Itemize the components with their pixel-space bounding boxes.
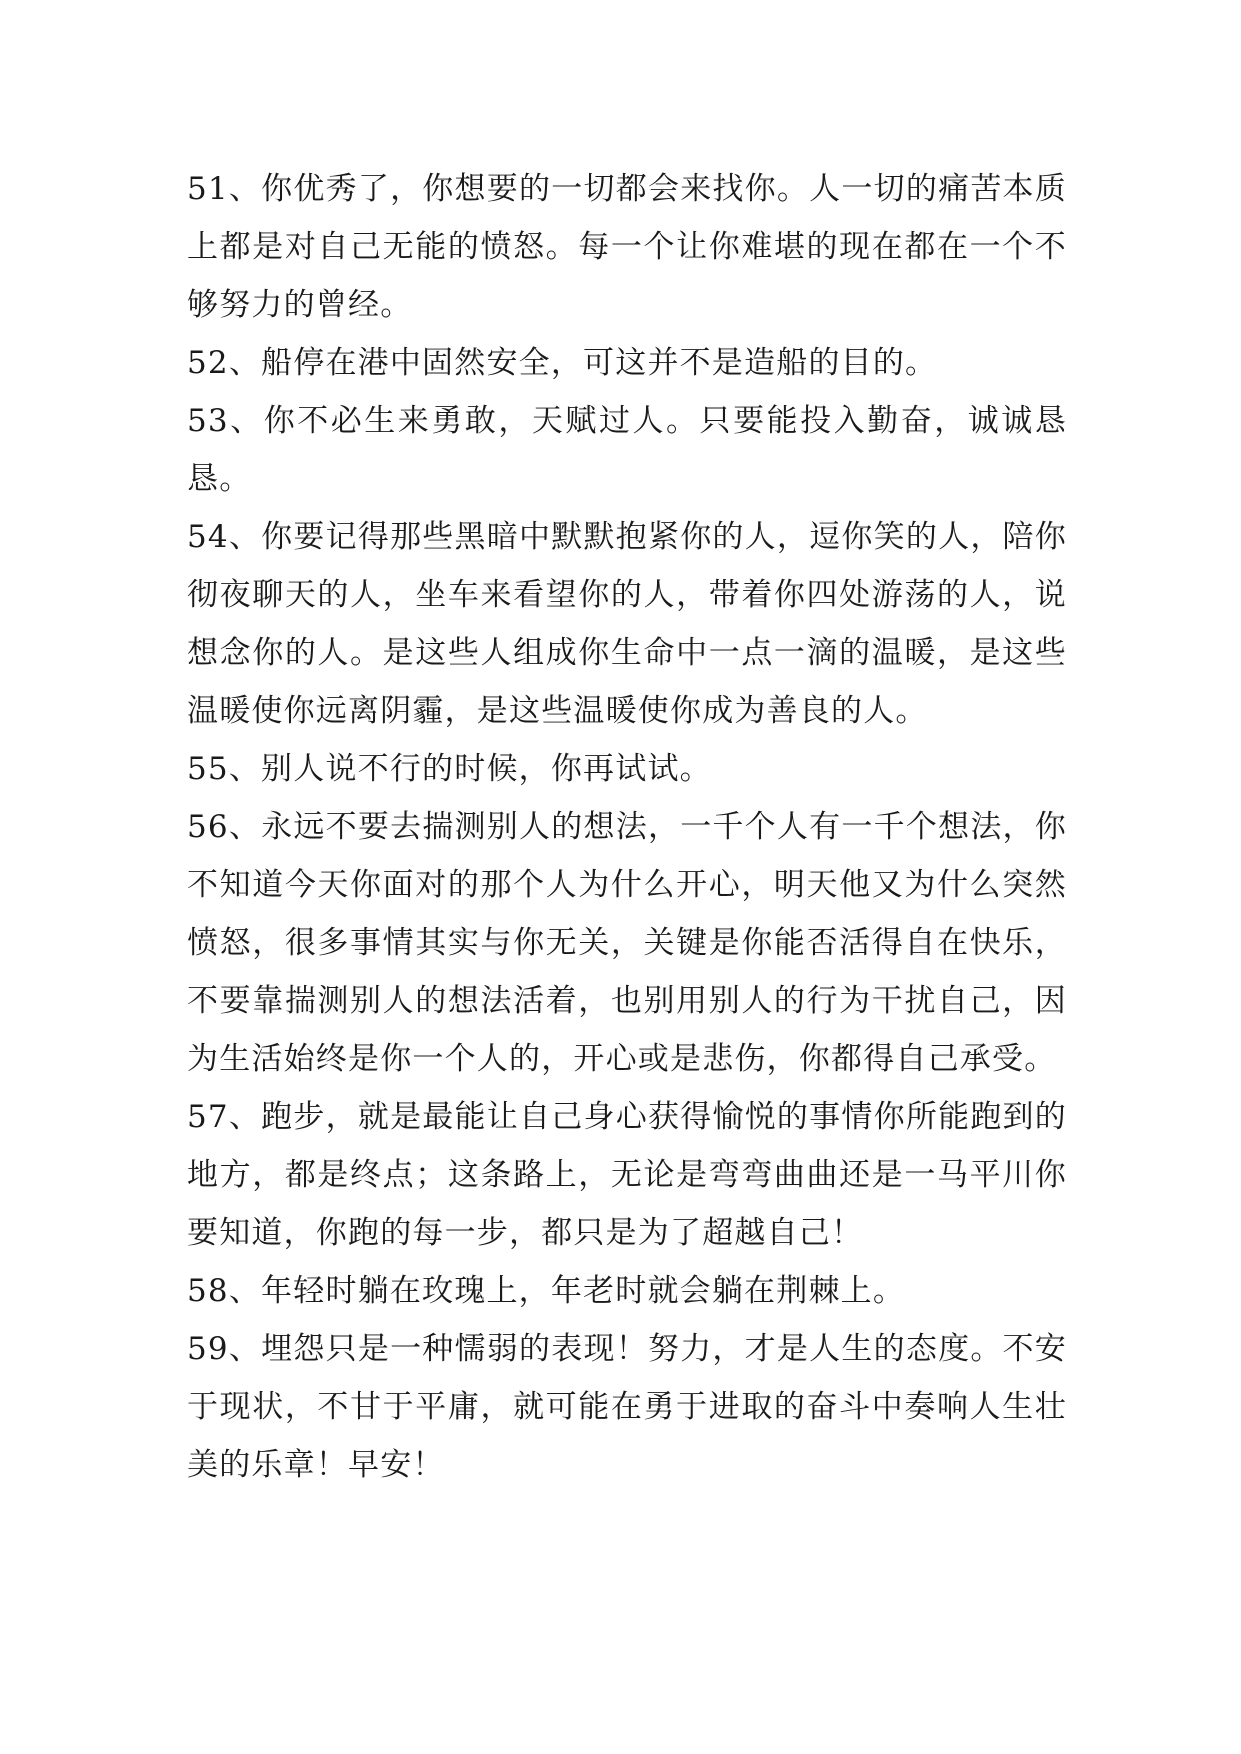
paragraph-54: 54、你要记得那些黑暗中默默抱紧你的人，逗你笑的人，陪你彻夜聊天的人，坐车来看望你的人，带着你四处游荡的人，说想念你的人。是这些人组成你生命中一点一滴的温暖，是这些温暖使你远离阴霾，是这些温暖使你成为善良的人。 xyxy=(187,519,1067,729)
paragraph-53: 53、你不必生来勇敢，天赋过人。只要能投入勤奋，诚诚恳恳。 xyxy=(187,403,1067,497)
paragraph-59: 59、埋怨只是一种懦弱的表现！努力，才是人生的态度。不安于现状，不甘于平庸，就可能在勇于进取的奋斗中奏响人生壮美的乐章！早安！ xyxy=(187,1331,1067,1483)
paragraph-51: 51、你优秀了，你想要的一切都会来找你。人一切的痛苦本质上都是对自己无能的愤怒。每一个让你难堪的现在都在一个不够努力的曾经。 xyxy=(187,171,1067,323)
paragraph-52: 52、船停在港中固然安全，可这并不是造船的目的。 xyxy=(187,345,938,381)
paragraph-55: 55、别人说不行的时候，你再试试。 xyxy=(187,751,712,787)
paragraph-57: 57、跑步，就是最能让自己身心获得愉悦的事情你所能跑到的地方，都是终点；这条路上，无论是弯弯曲曲还是一马平川你要知道，你跑的每一步，都只是为了超越自己！ xyxy=(187,1099,1067,1251)
document-body xyxy=(187,160,1067,1494)
paragraph-56: 56、永远不要去揣测别人的想法，一千个人有一千个想法，你不知道今天你面对的那个人为什么开心，明天他又为什么突然愤怒，很多事情其实与你无关，关键是你能否活得自在快乐，不要靠揣测别人的想法活着，也别用别人的行为干扰自己，因为生活始终是你一个人的，开心或是悲伤，你都得自己承受。 xyxy=(187,809,1067,1077)
paragraph-58: 58、年轻时躺在玫瑰上，年老时就会躺在荆棘上。 xyxy=(187,1273,906,1309)
